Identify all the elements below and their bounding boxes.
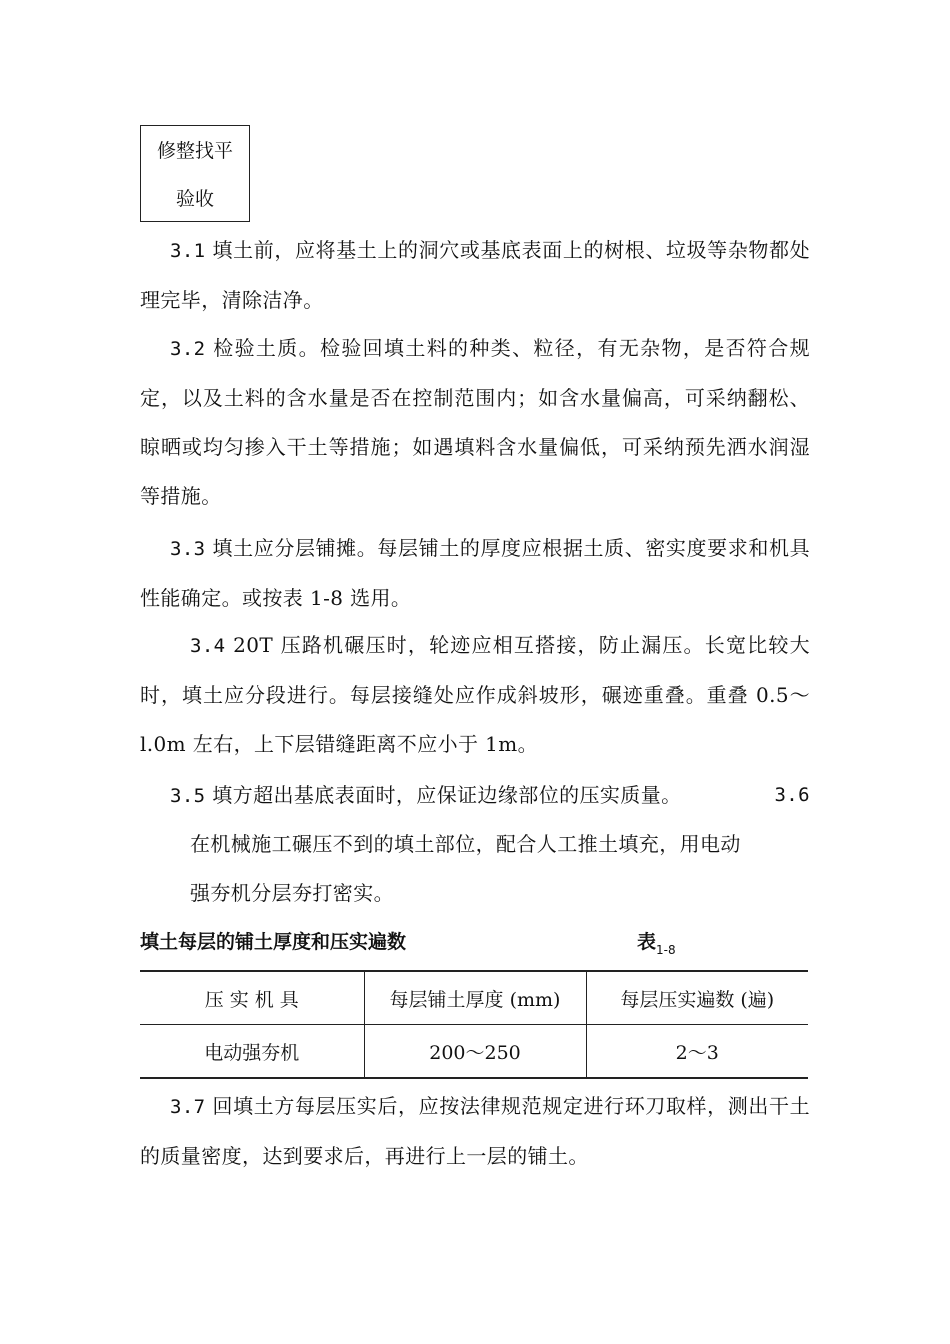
clause-number: 3.3	[170, 538, 206, 560]
paragraph-text: 填方超出基底表面时，应保证边缘部位的压实质量。	[205, 783, 682, 807]
paragraph-text: 强夯机分层夯打密实。	[190, 881, 394, 905]
clause-number: 3.5	[170, 785, 206, 807]
table-header-row	[140, 971, 808, 1025]
paragraph-3-1	[140, 226, 810, 325]
clause-number: 3.6	[774, 784, 810, 806]
flow-step-label: 验收	[175, 188, 214, 210]
paragraph-3-3	[140, 524, 810, 623]
clause-number: 3.7	[170, 1096, 206, 1118]
table-ref-label: 表	[637, 931, 657, 953]
table-header-cell: 每层铺土厚度 (mm)	[364, 971, 586, 1025]
table-row	[140, 1025, 808, 1079]
table-header-cell: 压 实 机 具	[140, 971, 364, 1025]
table-ref-number: 1-8	[656, 943, 676, 957]
paragraph-text: 在机械施工碾压不到的填土部位，配合人工推土填充，用电动	[190, 832, 741, 856]
paragraph-3-4	[140, 621, 810, 769]
paragraph-3-2	[140, 324, 810, 521]
table-reference	[637, 927, 676, 957]
paragraph-text: 回填土方每层压实后，应按法律规范规定进行环刀取样，测出干土的质量密度，达到要求后，再进行上一层的铺土。	[140, 1094, 810, 1168]
clause-number: 3.2	[170, 338, 206, 360]
flow-step-box	[140, 125, 250, 222]
table-title: 填土每层的铺土厚度和压实遍数	[140, 931, 407, 953]
paragraph-text: 20T 压路机碾压时，轮迹应相互搭接，防止漏压。长宽比较大时，填土应分段进行。每层接缝处应作成斜坡形，碾迹重叠。重叠 0.5～l.0m 左右，上下层错缝距离不应小于 1m。	[140, 633, 810, 756]
clause-number: 3.1	[170, 240, 206, 262]
table-header-cell: 每层压实遍数 (遍)	[586, 971, 808, 1025]
paragraph-3-5	[140, 771, 810, 918]
paragraph-3-7	[140, 1082, 810, 1181]
paragraph-text: 检验土质。检验回填土料的种类、粒径，有无杂物，是否符合规定，以及土料的含水量是否在控制范围内；如含水量偏高，可采纳翻松、晾晒或均匀掺入干土等措施；如遇填料含水量偏低，可采纳预先洒水润湿等措施。	[140, 336, 810, 508]
table-cell: 200～250	[364, 1025, 586, 1079]
paragraph-text: 填土前，应将基土上的洞穴或基底表面上的树根、垃圾等杂物都处理完毕，清除洁净。	[140, 238, 810, 312]
compaction-table	[140, 970, 808, 1079]
table-cell: 2～3	[586, 1025, 808, 1079]
paragraph-text: 填土应分层铺摊。每层铺土的厚度应根据土质、密实度要求和机具性能确定。或按表 1-8 选用。	[140, 536, 810, 610]
flow-step-label: 修整找平	[156, 140, 233, 162]
clause-number: 3.4	[190, 635, 226, 657]
table-cell: 电动强夯机	[140, 1025, 364, 1079]
